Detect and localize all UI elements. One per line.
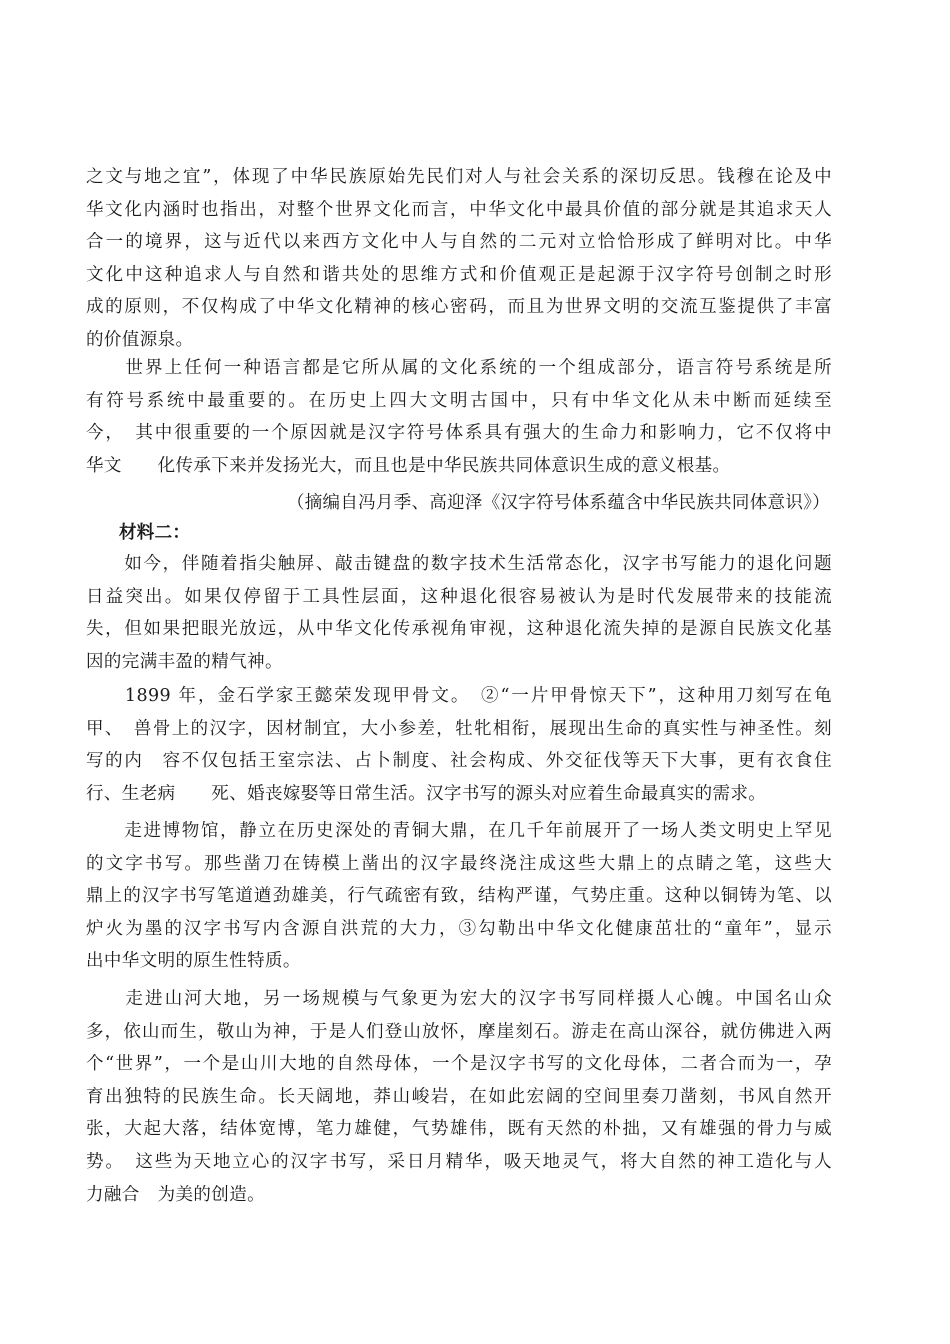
paragraph-1	[86, 161, 832, 357]
text-line: 行、生老病 死、婚丧嫁娶等日常生活。汉字书写的源头对应着生命最真实的需求。	[86, 783, 767, 804]
text-line: 如今，伴随着指尖触屏、敲击键盘的数字技术生活常态化，汉字书写能力的退化问题	[86, 554, 832, 574]
section-heading: 材料二：	[119, 523, 191, 543]
text-line: 甲、 兽骨上的汉字，因材制宜，大小参差，牡牝相衔，展现出生命的真实性与神圣性。刻	[86, 718, 832, 739]
text-line: 今， 其中很重要的一个原因就是汉字符号体系具有强大的生命力和影响力，它不仅将中	[86, 423, 832, 444]
paragraph-2	[86, 352, 832, 482]
text-line: 有符号系统中最重要的。在历史上四大文明古国中，只有中华文化从未中断而延续至	[86, 390, 832, 411]
text-line: 张，大起大落，结体宽博，笔力雄健，气势雄伟，既有天然的朴拙，又有雄强的骨力与威	[86, 1119, 832, 1140]
text-line: 失，但如果把眼光放远，从中华文化传承视角审视，这种退化流失掉的是源自民族文化基	[86, 619, 832, 640]
text-line: 文化中这种追求人与自然和谐共处的思维方式和价值观正是起源于汉字符号创制之时形	[86, 264, 832, 285]
text-line: 华文化内涵时也指出，对整个世界文化而言，中华文化中最具价值的部分就是其追求天人	[86, 199, 832, 220]
text-line: 日益突出。如果仅停留于工具性层面，这种退化很容易被认为是时代发展带来的技能流	[86, 586, 832, 607]
text-line: 炉火为墨的汉字书写内含源自洪荒的大力，③勾勒出中华文化健康茁壮的“童年”，显示	[86, 918, 832, 939]
text-line: 出中华文明的原生性特质。	[86, 951, 301, 972]
text-line: 个“世界”，一个是山川大地的自然母体，一个是汉字书写的文化母体，二者合而为一，孕	[86, 1054, 832, 1075]
text-line: 鼎上的汉字书写笔道遒劲雄美，行气疏密有致，结构严谨，气势庄重。这种以铜铸为笔、以	[86, 886, 832, 907]
text-line: 育出独特的民族生命。长天阔地，莽山峻岩，在如此宏阔的空间里奏刀凿刻，书风自然开	[86, 1086, 832, 1107]
text-line: 合一的境界，这与近代以来西方文化中人与自然的二元对立恰恰形成了鲜明对比。中华	[86, 232, 832, 253]
text-line: 成的原则，不仅构成了中华文化精神的核心密码，而且为世界文明的交流互鉴提供了丰富	[86, 297, 832, 318]
text-line: 华文 化传承下来并发扬光大，而且也是中华民族共同体意识生成的意义根基。	[86, 455, 731, 476]
text-line: 走进山河大地，另一场规模与气象更为宏大的汉字书写同样摄人心魄。中国名山众	[86, 989, 832, 1009]
paragraph-4	[86, 680, 832, 810]
text-line: 1899 年，金石学家王懿荣发现甲骨文。 ②“一片甲骨惊天下”，这种用刀刻写在龟	[86, 686, 832, 706]
text-line: 世界上任何一种语言都是它所从属的文化系统的一个组成部分，语言符号系统是所	[86, 358, 832, 378]
text-line: 势。 这些为天地立心的汉字书写，采日月精华，吸天地灵气，将大自然的神工造化与人	[86, 1151, 832, 1172]
text-line: 之文与地之宜”，体现了中华民族原始先民们对人与社会关系的深切反思。钱穆在论及中	[86, 167, 832, 187]
paragraph-3	[86, 548, 832, 678]
text-line: 多，依山而生，敬山为神，于是人们登山放怀，摩崖刻石。游走在高山深谷，就仿佛进入两	[86, 1021, 832, 1042]
text-line: 的价值源泉。	[86, 329, 194, 350]
text-line: 因的完满丰盈的精气神。	[86, 651, 283, 672]
text-line: 走进博物馆，静立在历史深处的青铜大鼎，在几千年前展开了一场人类文明史上罕见	[86, 821, 832, 841]
paragraph-5	[86, 815, 832, 978]
paragraph-6	[86, 983, 832, 1211]
text-line: 写的内 容不仅包括王室宗法、占卜制度、社会构成、外交征伐等天下大事，更有衣食住	[86, 751, 832, 772]
source-citation: （摘编自冯月季、高迎泽《汉字符号体系蕴含中华民族共同体意识》）	[286, 493, 830, 513]
text-line: 的文字书写。那些凿刀在铸模上凿出的汉字最终浇注成这些大鼎上的点睛之笔，这些大	[86, 853, 832, 874]
text-line: 力融合 为美的创造。	[86, 1184, 265, 1205]
